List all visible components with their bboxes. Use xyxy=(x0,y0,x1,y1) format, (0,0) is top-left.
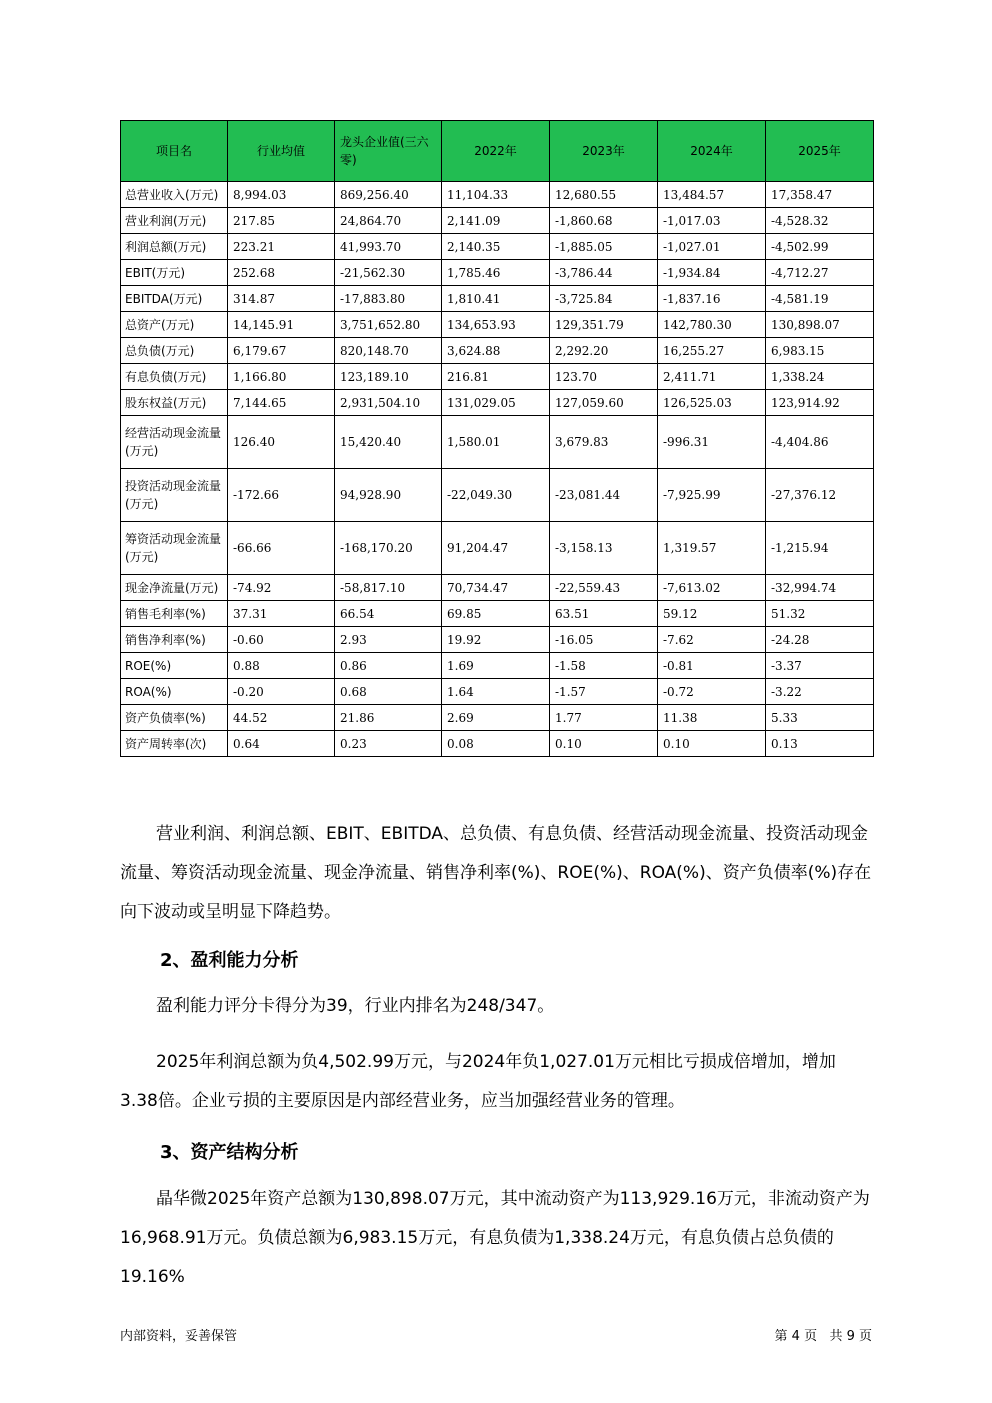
table-cell: -1,017.03 xyxy=(658,208,766,234)
table-cell: 3,679.83 xyxy=(550,416,658,469)
row-label: 经营活动现金流量(万元) xyxy=(121,416,228,469)
row-label: 资产负债率(%) xyxy=(121,705,228,731)
table-cell: 5.33 xyxy=(766,705,874,731)
table-cell: -4,404.86 xyxy=(766,416,874,469)
table-row xyxy=(121,182,874,208)
table-cell: -4,502.99 xyxy=(766,234,874,260)
table-row xyxy=(121,208,874,234)
section-3-heading: 3、资产结构分析 xyxy=(160,1142,299,1163)
table-cell: 2,931,504.10 xyxy=(335,390,442,416)
table-cell: 216.81 xyxy=(442,364,550,390)
row-label: 销售毛利率(%) xyxy=(121,601,228,627)
table-cell: 126.40 xyxy=(228,416,335,469)
table-cell: 51.32 xyxy=(766,601,874,627)
header-cell: 项目名 xyxy=(121,121,228,182)
table-cell: 820,148.70 xyxy=(335,338,442,364)
table-cell: -21,562.30 xyxy=(335,260,442,286)
row-label: 利润总额(万元) xyxy=(121,234,228,260)
section-3-asset-paragraph: 晶华微2025年资产总额为130,898.07万元，其中流动资产为113,929.16万元，非流动资产为16,968.91万元。负债总额为6,983.15万元，有息负债为1,338.24万元，有息负债占总负债的19.16% xyxy=(120,1189,870,1287)
table-cell: 70,734.47 xyxy=(442,575,550,601)
table-cell: -0.81 xyxy=(658,653,766,679)
header-cell: 2025年 xyxy=(766,121,874,182)
table-cell: 19.92 xyxy=(442,627,550,653)
table-row xyxy=(121,522,874,575)
row-label: EBITDA(万元) xyxy=(121,286,228,312)
table-cell: 11,104.33 xyxy=(442,182,550,208)
row-label: 投资活动现金流量(万元) xyxy=(121,469,228,522)
table-row xyxy=(121,679,874,705)
table-cell: -4,581.19 xyxy=(766,286,874,312)
table-cell: 91,204.47 xyxy=(442,522,550,575)
table-row xyxy=(121,469,874,522)
table-cell: 2.69 xyxy=(442,705,550,731)
table-cell: -7.62 xyxy=(658,627,766,653)
table-cell: 130,898.07 xyxy=(766,312,874,338)
table-cell: -1,885.05 xyxy=(550,234,658,260)
table-cell: 12,680.55 xyxy=(550,182,658,208)
header-cell: 2022年 xyxy=(442,121,550,182)
table-cell: 21.86 xyxy=(335,705,442,731)
table-cell: 1,338.24 xyxy=(766,364,874,390)
section-2-heading: 2、盈利能力分析 xyxy=(160,950,299,971)
table-cell: -23,081.44 xyxy=(550,469,658,522)
table-cell: -22,559.43 xyxy=(550,575,658,601)
table-cell: -24.28 xyxy=(766,627,874,653)
table-row xyxy=(121,653,874,679)
row-label: 资产周转率(次) xyxy=(121,731,228,757)
row-label: 筹资活动现金流量(万元) xyxy=(121,522,228,575)
table-cell: 129,351.79 xyxy=(550,312,658,338)
row-label: ROE(%) xyxy=(121,653,228,679)
table-row xyxy=(121,416,874,469)
table-cell: -58,817.10 xyxy=(335,575,442,601)
table-cell: -1,215.94 xyxy=(766,522,874,575)
table-cell: -3,725.84 xyxy=(550,286,658,312)
table-cell: -996.31 xyxy=(658,416,766,469)
table-cell: -172.66 xyxy=(228,469,335,522)
table-cell: 131,029.05 xyxy=(442,390,550,416)
table-cell: 8,994.03 xyxy=(228,182,335,208)
table-cell: 69.85 xyxy=(442,601,550,627)
table-cell: 17,358.47 xyxy=(766,182,874,208)
table-cell: 3,624.88 xyxy=(442,338,550,364)
header-cell: 行业均值 xyxy=(228,121,335,182)
row-label: 股东权益(万元) xyxy=(121,390,228,416)
table-cell: -66.66 xyxy=(228,522,335,575)
table-cell: -1.57 xyxy=(550,679,658,705)
table-cell: 0.23 xyxy=(335,731,442,757)
table-cell: 66.54 xyxy=(335,601,442,627)
header-cell: 2023年 xyxy=(550,121,658,182)
table-header-row xyxy=(121,121,874,182)
trend-paragraph: 营业利润、利润总额、EBIT、EBITDA、总负债、有息负债、经营活动现金流量、投资活动现金流量、筹资活动现金流量、现金净流量、销售净利率(%)、ROE(%)、ROA(%)、资产负债率(%)存在向下波动或呈明显下降趋势。 xyxy=(120,824,872,922)
table-cell: 3,751,652.80 xyxy=(335,312,442,338)
table-cell: 1,810.41 xyxy=(442,286,550,312)
row-label: EBIT(万元) xyxy=(121,260,228,286)
table-cell: -16.05 xyxy=(550,627,658,653)
table-cell: 123.70 xyxy=(550,364,658,390)
table-cell: -27,376.12 xyxy=(766,469,874,522)
row-label: 总负债(万元) xyxy=(121,338,228,364)
table-cell: 14,145.91 xyxy=(228,312,335,338)
table-cell: 41,993.70 xyxy=(335,234,442,260)
header-cell: 2024年 xyxy=(658,121,766,182)
table-cell: -1,027.01 xyxy=(658,234,766,260)
table-cell: 123,914.92 xyxy=(766,390,874,416)
table-cell: 24,864.70 xyxy=(335,208,442,234)
table-row xyxy=(121,234,874,260)
section-2-profit-paragraph: 2025年利润总额为负4,502.99万元，与2024年负1,027.01万元相比亏损成倍增加，增加3.38倍。企业亏损的主要原因是内部经营业务，应当加强经营业务的管理。 xyxy=(120,1052,836,1111)
table-cell: -1,934.84 xyxy=(658,260,766,286)
footer-page-number: 第 4 页 共 9 页 xyxy=(774,1329,872,1344)
table-cell: 252.68 xyxy=(228,260,335,286)
table-cell: 217.85 xyxy=(228,208,335,234)
table-cell: 126,525.03 xyxy=(658,390,766,416)
table-cell: 314.87 xyxy=(228,286,335,312)
row-label: 营业利润(万元) xyxy=(121,208,228,234)
table-cell: 2,141.09 xyxy=(442,208,550,234)
table-row xyxy=(121,312,874,338)
table-cell: -7,613.02 xyxy=(658,575,766,601)
table-cell: 6,983.15 xyxy=(766,338,874,364)
table-row xyxy=(121,364,874,390)
table-cell: -7,925.99 xyxy=(658,469,766,522)
table-cell: 1,785.46 xyxy=(442,260,550,286)
table-cell: -1.58 xyxy=(550,653,658,679)
table-cell: 1,580.01 xyxy=(442,416,550,469)
table-row xyxy=(121,627,874,653)
table-cell: -74.92 xyxy=(228,575,335,601)
row-label: 现金净流量(万元) xyxy=(121,575,228,601)
table-cell: 0.68 xyxy=(335,679,442,705)
financial-table xyxy=(120,120,874,757)
table-cell: -4,712.27 xyxy=(766,260,874,286)
row-label: 有息负债(万元) xyxy=(121,364,228,390)
table-cell: 15,420.40 xyxy=(335,416,442,469)
table-cell: -3,786.44 xyxy=(550,260,658,286)
table-cell: 44.52 xyxy=(228,705,335,731)
table-cell: 869,256.40 xyxy=(335,182,442,208)
table-row xyxy=(121,601,874,627)
table-cell: 63.51 xyxy=(550,601,658,627)
table-cell: 0.86 xyxy=(335,653,442,679)
table-cell: -0.60 xyxy=(228,627,335,653)
table-cell: 1.64 xyxy=(442,679,550,705)
table-row xyxy=(121,286,874,312)
table-cell: -0.20 xyxy=(228,679,335,705)
table-cell: 6,179.67 xyxy=(228,338,335,364)
table-cell: 127,059.60 xyxy=(550,390,658,416)
table-cell: -3.22 xyxy=(766,679,874,705)
table-row xyxy=(121,338,874,364)
row-label: 总营业收入(万元) xyxy=(121,182,228,208)
table-row xyxy=(121,260,874,286)
header-cell: 龙头企业值(三六零) xyxy=(335,121,442,182)
table-row xyxy=(121,705,874,731)
table-cell: -3,158.13 xyxy=(550,522,658,575)
table-cell: 94,928.90 xyxy=(335,469,442,522)
table-cell: 2.93 xyxy=(335,627,442,653)
section-2-score-paragraph: 盈利能力评分卡得分为39，行业内排名为248/347。 xyxy=(156,996,555,1016)
table-cell: -4,528.32 xyxy=(766,208,874,234)
table-cell: 59.12 xyxy=(658,601,766,627)
table-row xyxy=(121,731,874,757)
table-cell: -3.37 xyxy=(766,653,874,679)
footer-confidential-note: 内部资料，妥善保管 xyxy=(120,1329,238,1344)
table-cell: -22,049.30 xyxy=(442,469,550,522)
table-row xyxy=(121,390,874,416)
table-cell: -168,170.20 xyxy=(335,522,442,575)
row-label: ROA(%) xyxy=(121,679,228,705)
table-cell: 11.38 xyxy=(658,705,766,731)
table-cell: 2,292.20 xyxy=(550,338,658,364)
table-cell: 37.31 xyxy=(228,601,335,627)
table-cell: 0.88 xyxy=(228,653,335,679)
table-cell: 16,255.27 xyxy=(658,338,766,364)
table-cell: 0.10 xyxy=(550,731,658,757)
table-cell: 0.13 xyxy=(766,731,874,757)
table-cell: 7,144.65 xyxy=(228,390,335,416)
table-cell: 1,319.57 xyxy=(658,522,766,575)
table-cell: 13,484.57 xyxy=(658,182,766,208)
table-cell: 0.10 xyxy=(658,731,766,757)
row-label: 总资产(万元) xyxy=(121,312,228,338)
table-cell: 142,780.30 xyxy=(658,312,766,338)
table-cell: -1,860.68 xyxy=(550,208,658,234)
table-cell: 134,653.93 xyxy=(442,312,550,338)
table-cell: 1.77 xyxy=(550,705,658,731)
table-cell: 1.69 xyxy=(442,653,550,679)
table-cell: -1,837.16 xyxy=(658,286,766,312)
table-row xyxy=(121,575,874,601)
table-cell: 223.21 xyxy=(228,234,335,260)
table-cell: -17,883.80 xyxy=(335,286,442,312)
table-cell: 0.64 xyxy=(228,731,335,757)
row-label: 销售净利率(%) xyxy=(121,627,228,653)
table-cell: -0.72 xyxy=(658,679,766,705)
table-cell: 1,166.80 xyxy=(228,364,335,390)
table-cell: -32,994.74 xyxy=(766,575,874,601)
table-cell: 123,189.10 xyxy=(335,364,442,390)
table-cell: 0.08 xyxy=(442,731,550,757)
table-cell: 2,411.71 xyxy=(658,364,766,390)
table-cell: 2,140.35 xyxy=(442,234,550,260)
